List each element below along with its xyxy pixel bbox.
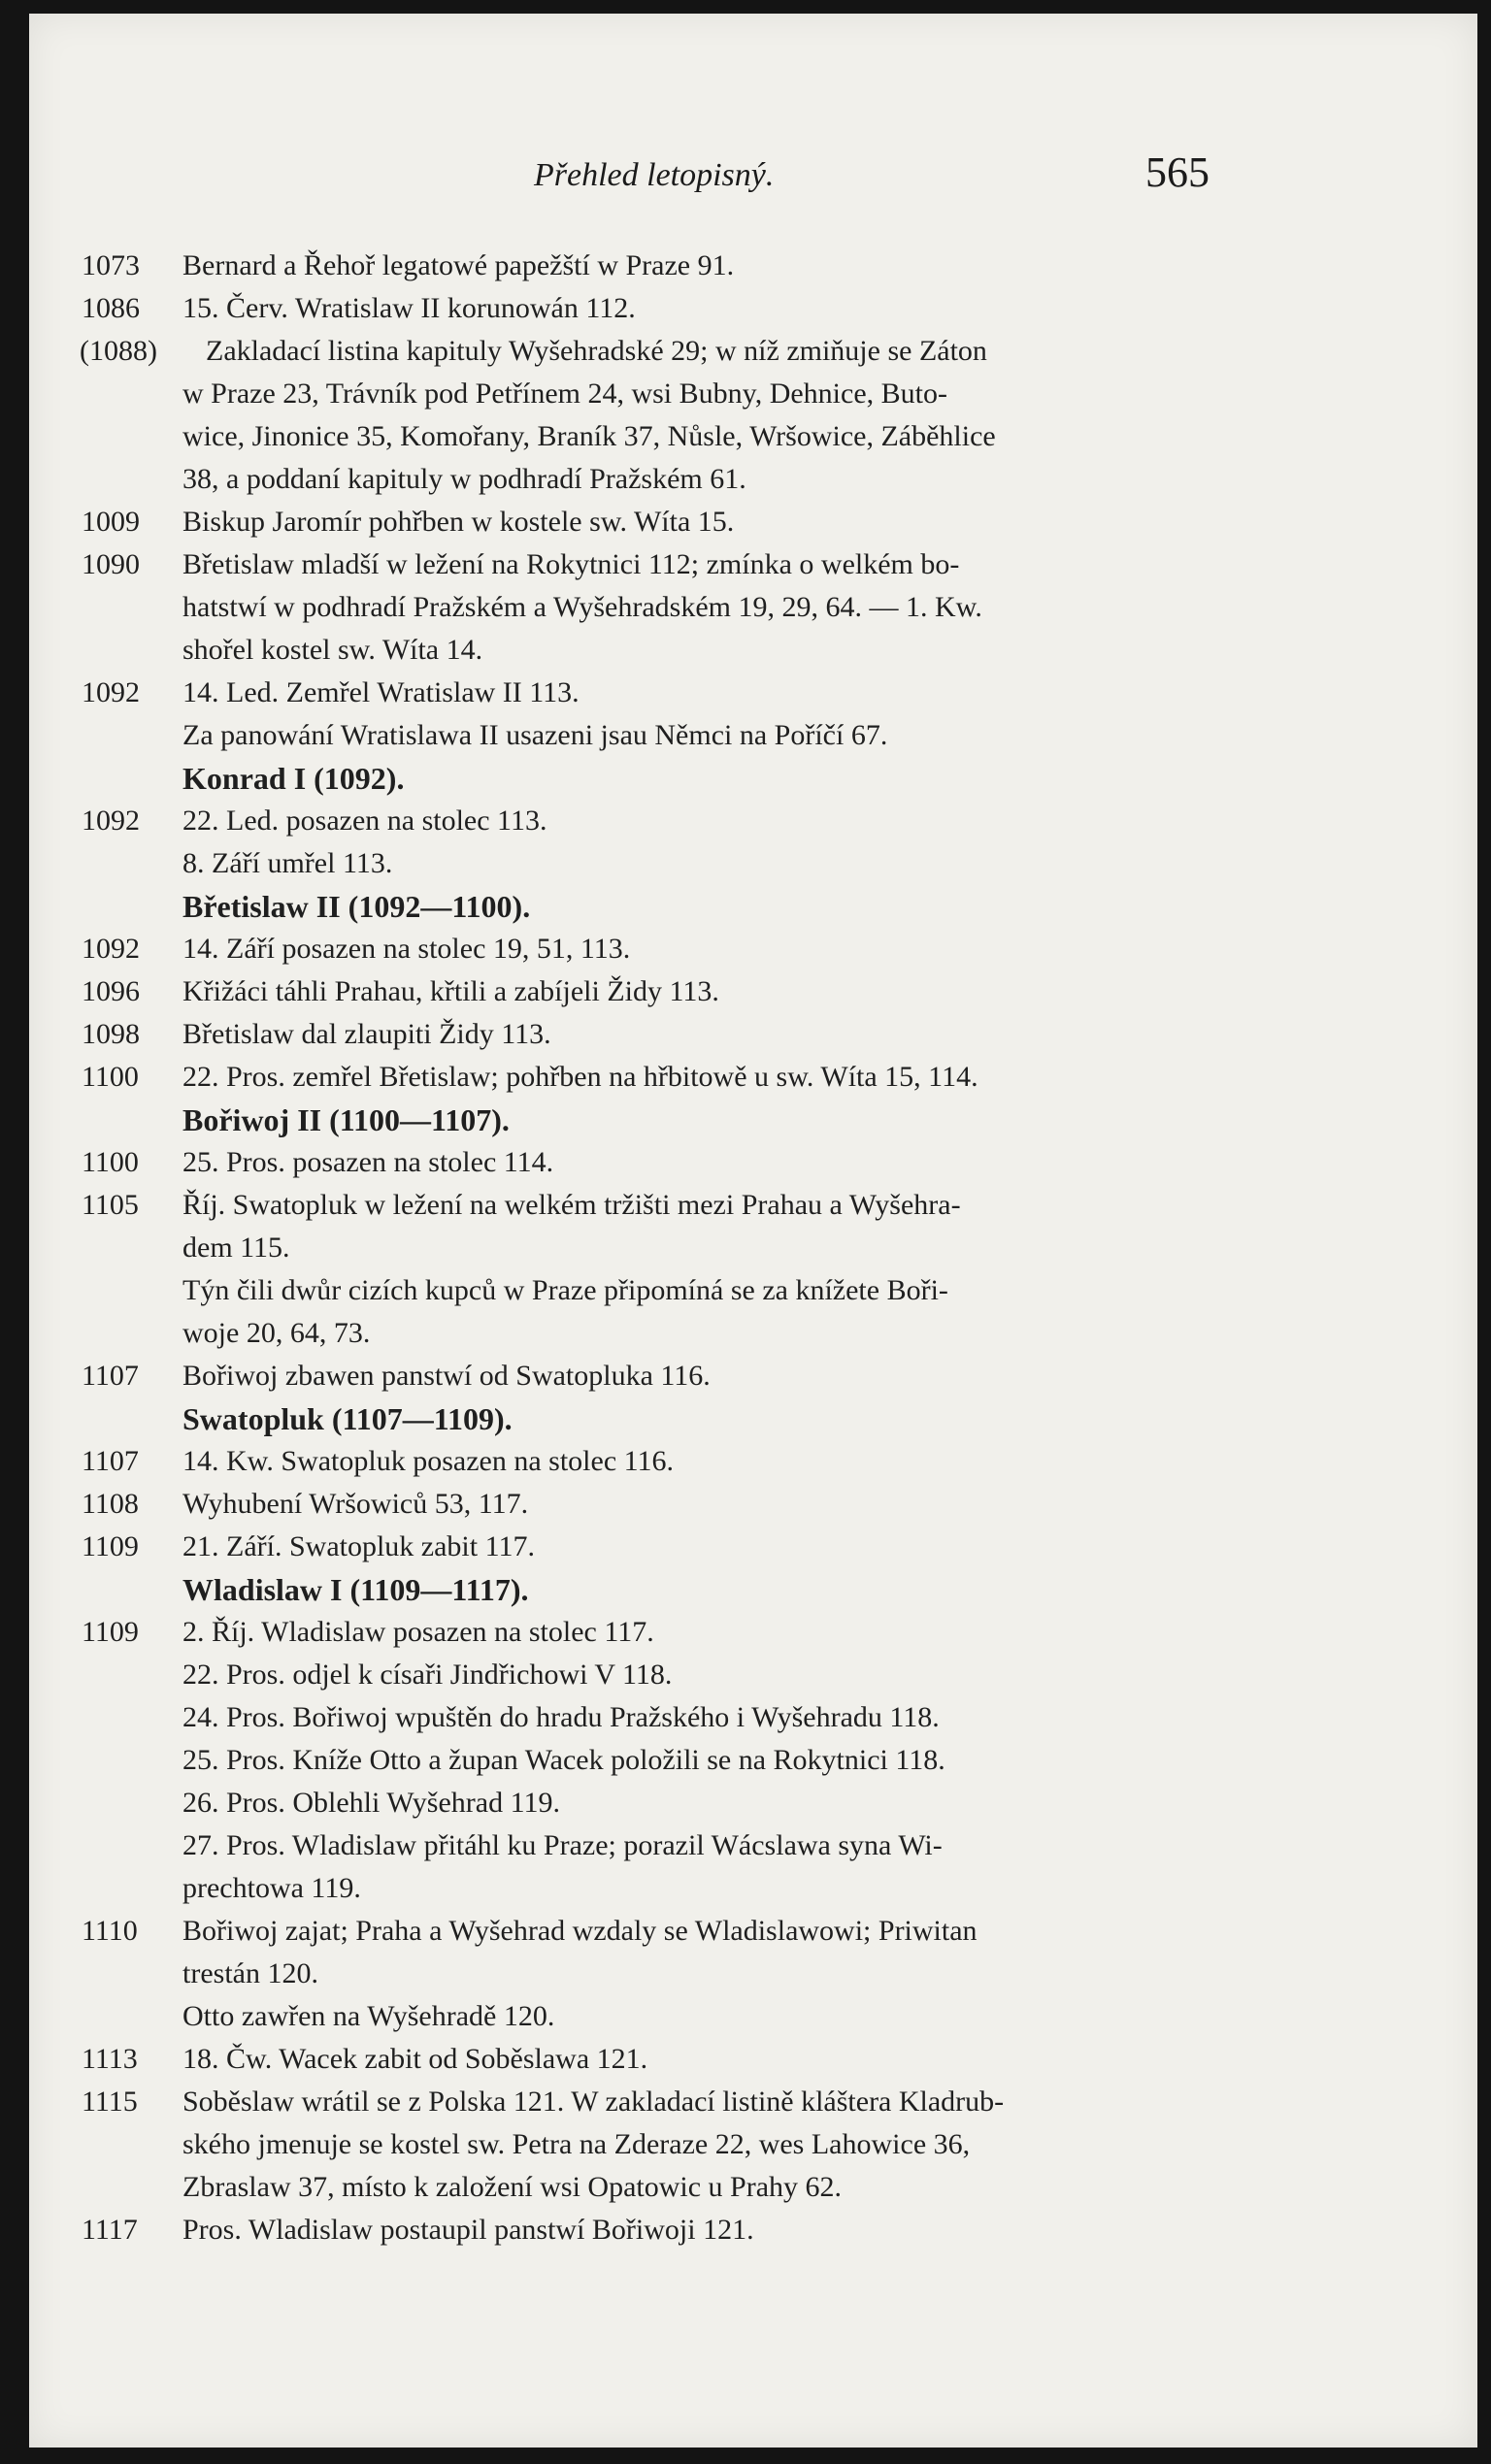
entry-text: Zbraslaw 37, místo k založení wsi Opatowic u Prahy 62. bbox=[182, 2171, 843, 2203]
entry-text: Biskup Jaromír pohřben w kostele sw. Wíta 15. bbox=[182, 506, 735, 538]
entry-text: 14. Kw. Swatopluk posazen na stolec 116. bbox=[182, 1445, 675, 1477]
chronology-line bbox=[29, 1910, 1477, 1953]
ruler-name: Břetislaw II (1092—1100). bbox=[182, 889, 531, 924]
ruler-name: Konrad I (1092). bbox=[182, 761, 405, 796]
chronology-line bbox=[29, 1312, 1477, 1355]
year-label: 1086 bbox=[82, 292, 140, 324]
entry-text: Wyhubení Wršowiců 53, 117. bbox=[182, 1488, 529, 1520]
chronology-line bbox=[29, 330, 1477, 373]
chronology-line bbox=[29, 714, 1477, 757]
chronology-line bbox=[29, 543, 1477, 586]
entry-text: 26. Pros. Oblehli Wyšehrad 119. bbox=[182, 1787, 560, 1819]
chronology-line bbox=[29, 1995, 1477, 2038]
year-label: 1107 bbox=[82, 1445, 139, 1477]
entry-text: hatstwí w podhradí Pražském a Wyšehradském 19, 29, 64. — 1. Kw. bbox=[182, 591, 982, 623]
page-number: 565 bbox=[1145, 148, 1209, 196]
entry-text: w Praze 23, Trávník pod Petřínem 24, wsi Bubny, Dehnice, Buto- bbox=[182, 378, 947, 410]
chronology-line bbox=[29, 1953, 1477, 1995]
chronology-line bbox=[29, 2209, 1477, 2251]
chronology-line bbox=[29, 800, 1477, 842]
entry-text: 2. Říj. Wladislaw posazen na stolec 117. bbox=[182, 1616, 654, 1648]
year-label: 1073 bbox=[82, 249, 140, 281]
chronology-line bbox=[29, 1440, 1477, 1483]
chronology-line bbox=[29, 970, 1477, 1013]
entry-text: 8. Září umřel 113. bbox=[182, 847, 393, 879]
chronology-line bbox=[29, 1056, 1477, 1099]
entry-text: Břetislaw dal zlaupiti Židy 113. bbox=[182, 1018, 551, 1050]
entry-text: 15. Červ. Wratislaw II korunowán 112. bbox=[182, 292, 636, 324]
year-label: 1092 bbox=[82, 676, 140, 708]
chronology-line bbox=[29, 1227, 1477, 1269]
chronology-line bbox=[29, 287, 1477, 330]
year-label: 1105 bbox=[82, 1189, 139, 1221]
entry-text: 21. Září. Swatopluk zabit 117. bbox=[182, 1530, 535, 1562]
entry-text: Otto zawřen na Wyšehradě 120. bbox=[182, 2000, 555, 2032]
entry-text: 38, a poddaní kapituly w podhradí Pražském 61. bbox=[182, 463, 746, 495]
ruler-name: Wladislaw I (1109—1117). bbox=[182, 1572, 529, 1607]
entry-text: 25. Pros. posazen na stolec 114. bbox=[182, 1146, 554, 1178]
running-title: Přehled letopisný. bbox=[534, 157, 775, 193]
chronology-line bbox=[29, 1824, 1477, 1867]
chronology-line bbox=[29, 1184, 1477, 1227]
ruler-heading bbox=[29, 885, 1477, 928]
entry-text: Říj. Swatopluk w ležení na welkém tržišti mezi Prahau a Wyšehra- bbox=[182, 1189, 961, 1221]
entry-text: trestán 120. bbox=[182, 1957, 318, 1989]
chronology-line bbox=[29, 842, 1477, 885]
chronology-line bbox=[29, 1654, 1477, 1696]
year-label: 1117 bbox=[82, 2214, 138, 2246]
chronology-line bbox=[29, 586, 1477, 629]
entry-text: Soběslaw wrátil se z Polska 121. W zakladací listině kláštera Kladrub- bbox=[182, 2086, 1005, 2118]
entry-text: Pros. Wladislaw postaupil panstwí Bořiwoji 121. bbox=[182, 2214, 754, 2246]
ruler-heading bbox=[29, 1099, 1477, 1141]
chronology-line bbox=[29, 2081, 1477, 2123]
chronology-line bbox=[29, 1782, 1477, 1824]
year-label: 1090 bbox=[82, 548, 140, 580]
chronology-line bbox=[29, 1696, 1477, 1739]
entry-text: Zakladací listina kapituly Wyšehradské 29; w níž zmiňuje se Záton bbox=[206, 335, 987, 367]
entry-text: 14. Led. Zemřel Wratislaw II 113. bbox=[182, 676, 580, 708]
ruler-heading bbox=[29, 1397, 1477, 1440]
year-label: 1107 bbox=[82, 1360, 139, 1392]
year-label: 1092 bbox=[82, 933, 140, 965]
year-label: 1100 bbox=[82, 1146, 139, 1178]
chronology-line bbox=[29, 373, 1477, 415]
chronology-line bbox=[29, 415, 1477, 458]
entry-text: 22. Pros. zemřel Břetislaw; pohřben na hřbitowě u sw. Wíta 15, 114. bbox=[182, 1061, 978, 1093]
year-label: 1110 bbox=[82, 1915, 138, 1947]
chronology-line bbox=[29, 1013, 1477, 1056]
entry-text: Bořiwoj zajat; Praha a Wyšehrad wzdaly se Wladislawowi; Priwitan bbox=[182, 1915, 977, 1947]
year-label: 1115 bbox=[82, 2086, 138, 2118]
chronology-line bbox=[29, 2166, 1477, 2209]
year-label: 1109 bbox=[82, 1616, 139, 1648]
book-page bbox=[29, 14, 1477, 2448]
chronology-line bbox=[29, 1355, 1477, 1397]
year-label: 1009 bbox=[82, 506, 140, 538]
entry-text: woje 20, 64, 73. bbox=[182, 1317, 371, 1349]
entry-text: 27. Pros. Wladislaw přitáhl ku Praze; porazil Wácslawa syna Wi- bbox=[182, 1829, 943, 1861]
chronology-list bbox=[29, 245, 1477, 2251]
year-label: (1088) bbox=[80, 335, 157, 367]
ruler-name: Bořiwoj II (1100—1107). bbox=[182, 1102, 510, 1137]
chronology-line bbox=[29, 501, 1477, 543]
chronology-line bbox=[29, 1141, 1477, 1184]
entry-text: 22. Led. posazen na stolec 113. bbox=[182, 805, 547, 837]
ruler-heading bbox=[29, 1568, 1477, 1611]
entry-text: 18. Čw. Wacek zabit od Soběslawa 121. bbox=[182, 2043, 648, 2075]
entry-text: 14. Září posazen na stolec 19, 51, 113. bbox=[182, 933, 631, 965]
chronology-line bbox=[29, 2123, 1477, 2166]
entry-text: ského jmenuje se kostel sw. Petra na Zderaze 22, wes Lahowice 36, bbox=[182, 2128, 971, 2160]
chronology-line bbox=[29, 245, 1477, 287]
entry-text: wice, Jinonice 35, Komořany, Braník 37, Nůsle, Wršowice, Záběhlice bbox=[182, 420, 996, 452]
year-label: 1100 bbox=[82, 1061, 139, 1093]
chronology-line bbox=[29, 1269, 1477, 1312]
chronology-line bbox=[29, 1739, 1477, 1782]
chronology-line bbox=[29, 629, 1477, 672]
chronology-line bbox=[29, 458, 1477, 501]
entry-text: dem 115. bbox=[182, 1232, 290, 1264]
entry-text: 24. Pros. Bořiwoj wpuštěn do hradu Pražského i Wyšehradu 118. bbox=[182, 1701, 940, 1733]
entry-text: Bořiwoj zbawen panstwí od Swatopluka 116. bbox=[182, 1360, 711, 1392]
entry-text: prechtowa 119. bbox=[182, 1872, 361, 1904]
year-label: 1098 bbox=[82, 1018, 140, 1050]
chronology-line bbox=[29, 1867, 1477, 1910]
page-header bbox=[29, 14, 1477, 198]
entry-text: Týn čili dwůr cizích kupců w Praze připomíná se za knížete Boři- bbox=[182, 1274, 948, 1306]
entry-text: shořel kostel sw. Wíta 14. bbox=[182, 634, 483, 666]
chronology-line bbox=[29, 2038, 1477, 2081]
chronology-line bbox=[29, 928, 1477, 970]
entry-text: Křižáci táhli Prahau, křtili a zabíjeli Židy 113. bbox=[182, 975, 719, 1007]
entry-text: 22. Pros. odjel k císaři Jindřichowi V 118. bbox=[182, 1659, 673, 1691]
entry-text: Za panowání Wratislawa II usazeni jsau Němci na Poříčí 67. bbox=[182, 719, 888, 751]
chronology-line bbox=[29, 672, 1477, 714]
ruler-name: Swatopluk (1107—1109). bbox=[182, 1401, 513, 1436]
entry-text: Břetislaw mladší w ležení na Rokytnici 112; zmínka o welkém bo- bbox=[182, 548, 960, 580]
entry-text: 25. Pros. Kníže Otto a župan Wacek položili se na Rokytnici 118. bbox=[182, 1744, 945, 1776]
year-label: 1092 bbox=[82, 805, 140, 837]
year-label: 1113 bbox=[82, 2043, 138, 2075]
year-label: 1109 bbox=[82, 1530, 139, 1562]
chronology-line bbox=[29, 1483, 1477, 1526]
year-label: 1096 bbox=[82, 975, 140, 1007]
ruler-heading bbox=[29, 757, 1477, 800]
entry-text: Bernard a Řehoř legatowé papežští w Praze 91. bbox=[182, 249, 735, 281]
year-label: 1108 bbox=[82, 1488, 139, 1520]
chronology-line bbox=[29, 1526, 1477, 1568]
chronology-line bbox=[29, 1611, 1477, 1654]
